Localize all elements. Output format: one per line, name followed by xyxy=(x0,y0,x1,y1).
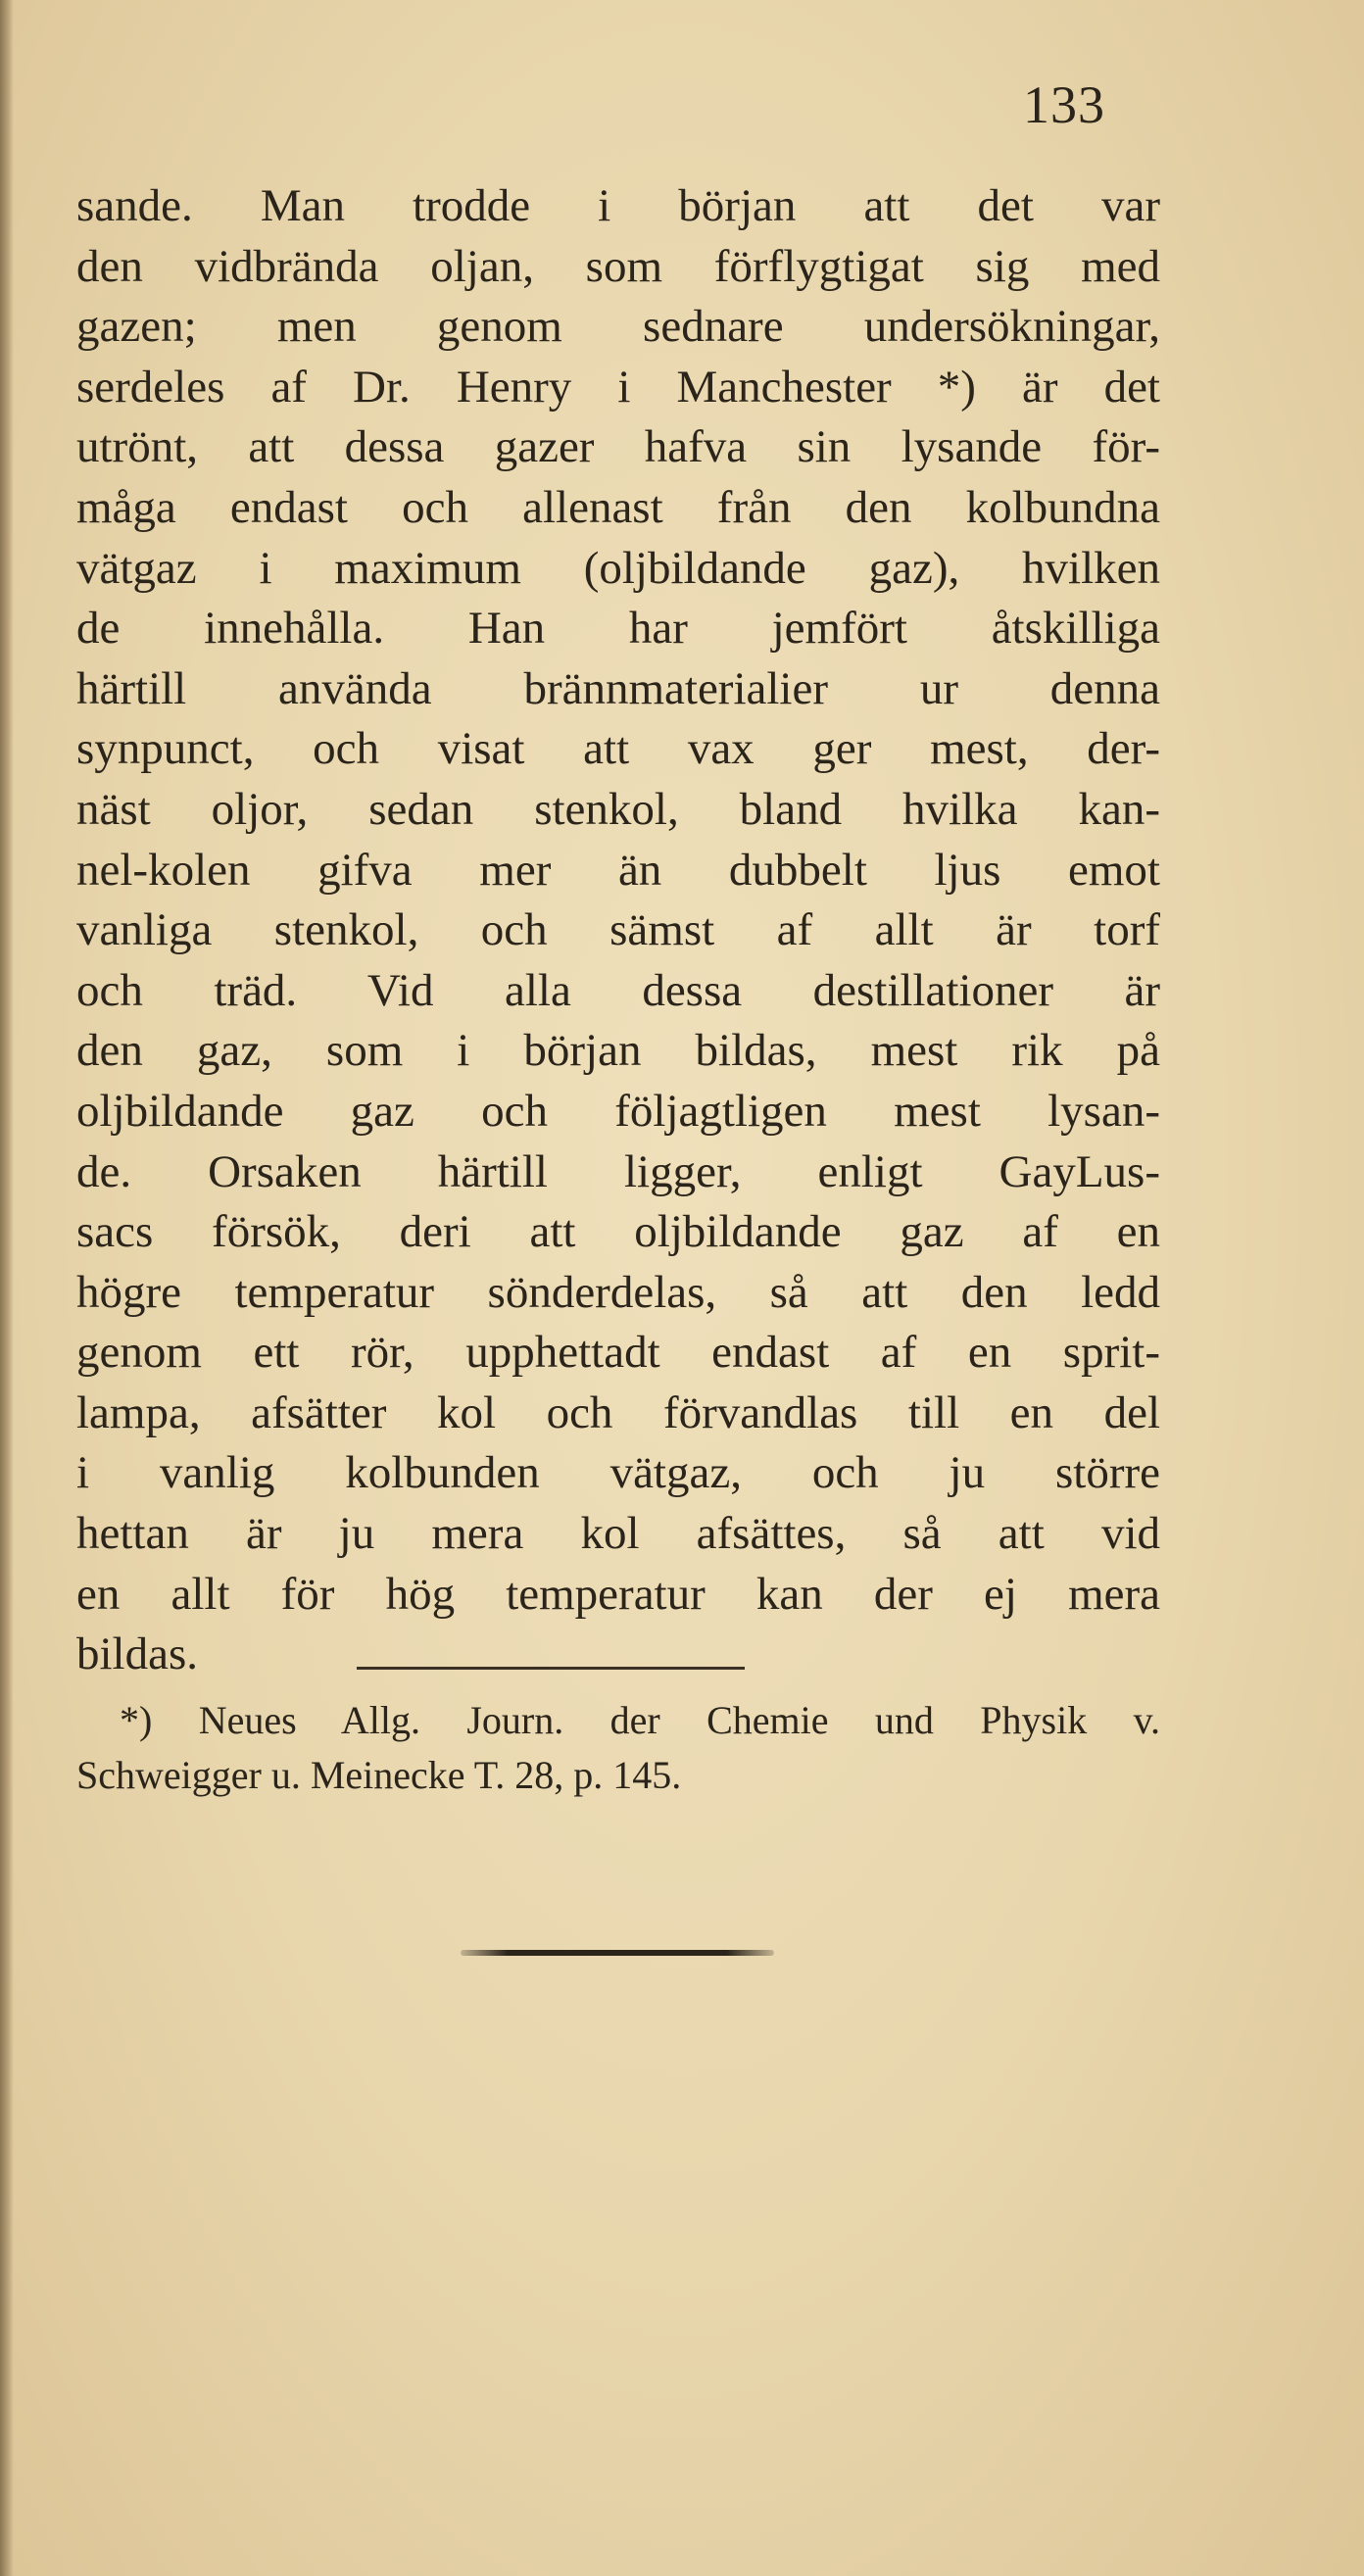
footnote xyxy=(76,1693,1160,1803)
text-line: de innehålla. Han har jemfört åtskilliga xyxy=(76,603,1160,655)
footnote-line: Schweigger u. Meinecke T. 28, p. 145. xyxy=(76,1753,682,1797)
text-line: serdeles af Dr. Henry i Manchester *) är det xyxy=(76,361,1160,413)
text-line: de. Orsaken härtill ligger, enligt GayLus- xyxy=(76,1145,1160,1197)
text-line: den gaz, som i början bildas, mest rik på xyxy=(76,1025,1160,1077)
text-line: en allt för hög temperatur kan der ej mera xyxy=(76,1568,1160,1620)
text-line: sande. Man trodde i början att det var xyxy=(76,180,1160,231)
text-line: sacs försök, deri att oljbildande gaz af en xyxy=(76,1206,1160,1258)
text-line: nel-kolen gifva mer än dubbelt ljus emot xyxy=(76,844,1160,896)
text-line: lampa, afsätter kol och förvandlas till en del xyxy=(76,1386,1160,1438)
text-line: den vidbrända oljan, som förflygtigat sig med xyxy=(76,240,1160,292)
text-line: gazen; men genom sednare undersökningar, xyxy=(76,301,1160,353)
text-line: genom ett rör, upphettadt endast af en sprit- xyxy=(76,1327,1160,1379)
text-line: vätgaz i maximum (oljbildande gaz), hvilken xyxy=(76,542,1160,594)
text-line: måga endast och allenast från den kolbundna xyxy=(76,481,1160,533)
footnote-line: *) Neues Allg. Journ. der Chemie und Physik v. xyxy=(120,1698,1160,1742)
text-line: bildas. xyxy=(76,1628,199,1680)
body-text xyxy=(76,176,1160,1685)
ornamental-rule xyxy=(461,1950,774,1956)
text-line: och träd. Vid alla dessa destillationer är xyxy=(76,964,1160,1016)
text-line: i vanlig kolbunden vätgaz, och ju större xyxy=(76,1447,1160,1499)
text-line: hettan är ju mera kol afsättes, så att vid xyxy=(76,1508,1160,1560)
text-line: högre temperatur sönderdelas, så att den ledd xyxy=(76,1266,1160,1318)
text-line: synpunct, och visat att vax ger mest, der- xyxy=(76,723,1160,775)
text-line: härtill använda brännmaterialier ur denna xyxy=(76,662,1160,714)
text-line: utrönt, att dessa gazer hafva sin lysande för- xyxy=(76,421,1160,473)
text-line: vanliga stenkol, och sämst af allt är torf xyxy=(76,904,1160,956)
text-line: oljbildande gaz och följagtligen mest lysan- xyxy=(76,1085,1160,1137)
text-line: näst oljor, sedan stenkol, bland hvilka kan- xyxy=(76,783,1160,835)
footnote-separator xyxy=(357,1667,745,1670)
page-binding-edge xyxy=(0,0,14,2576)
page-number: 133 xyxy=(1023,75,1105,134)
